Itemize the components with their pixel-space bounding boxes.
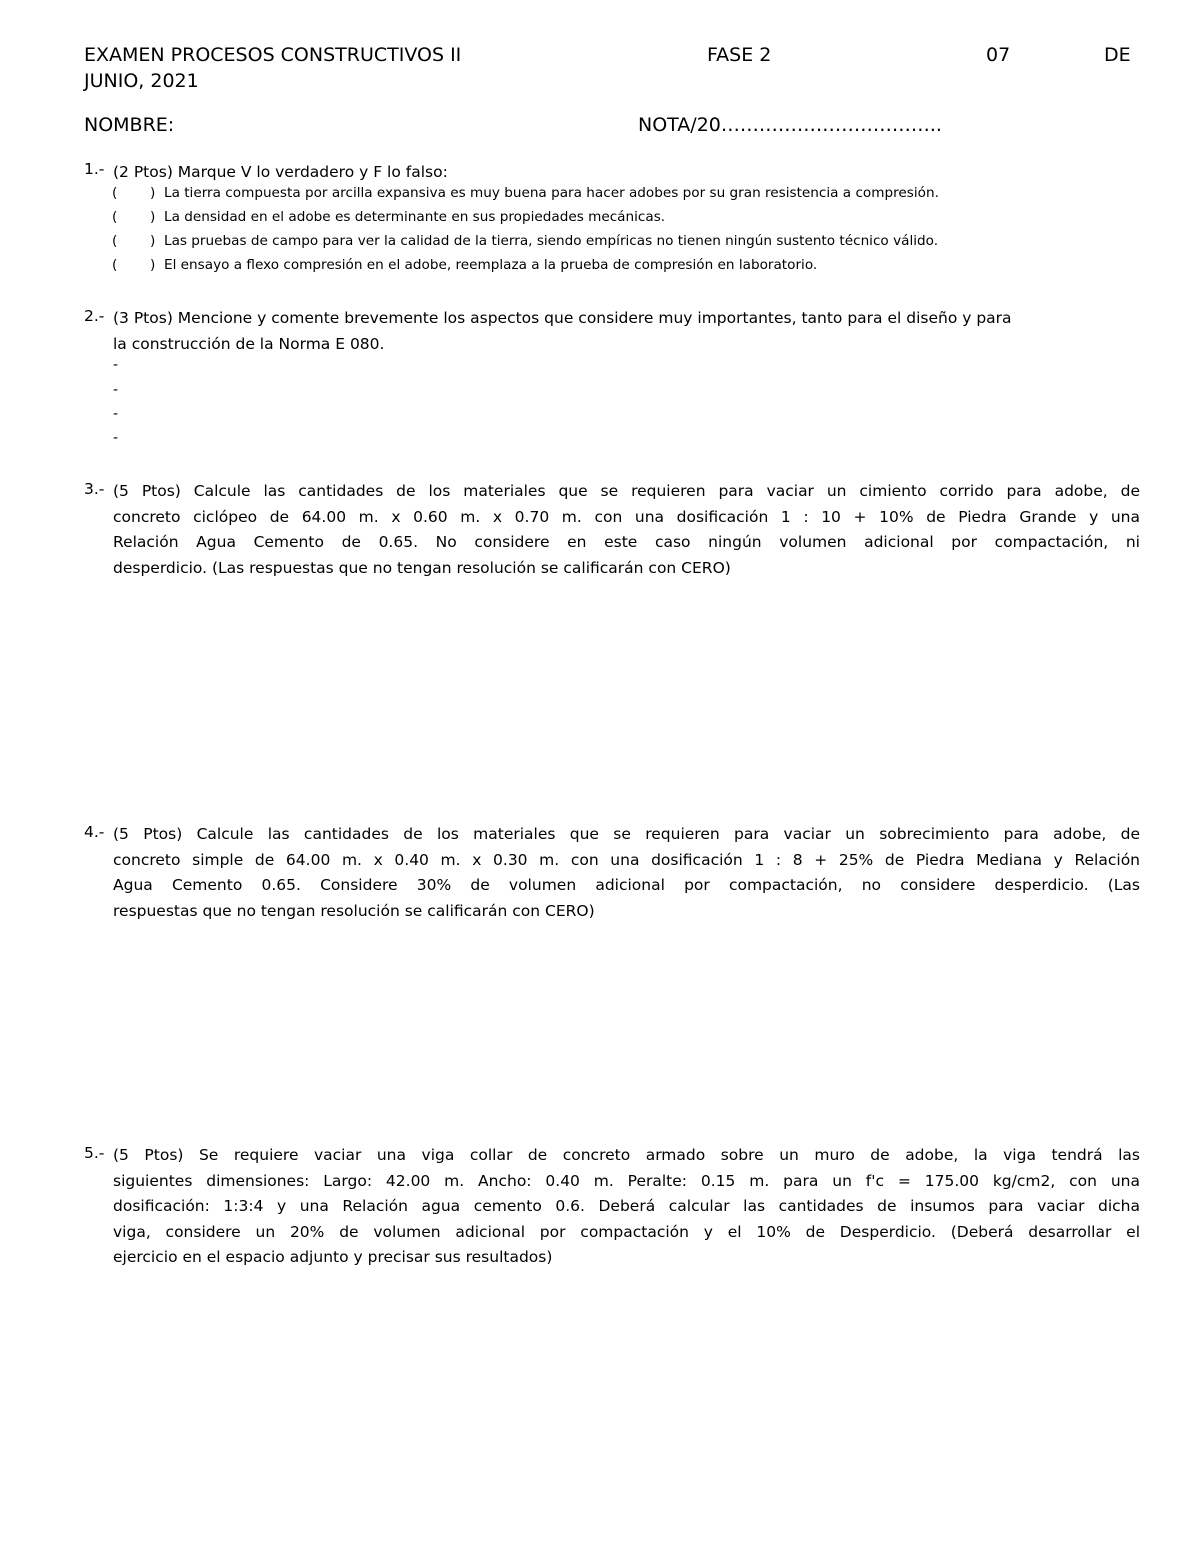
nombre-label: NOMBRE:: [84, 114, 175, 136]
question-line: (3 Ptos) Mencione y comente brevemente los aspectos que considere muy importantes, tanto para el diseño y para: [113, 309, 1012, 327]
tf-item-text: La tierra compuesta por arcilla expansiva es muy buena para hacer adobes por su gran resistencia a compresión.: [164, 185, 939, 201]
exam-phase: FASE 2: [707, 44, 772, 66]
question-line: respuestas que no tengan resolución se calificarán con CERO): [113, 901, 595, 920]
question-number: 2.-: [84, 307, 105, 325]
question-line: concreto simple de 64.00 m. x 0.40 m. x 0.30 m. con una dosificación 1 : 8 + 25% de Piedra Mediana y Relación: [113, 850, 1140, 869]
question-line: la construcción de la Norma E 080.: [113, 334, 385, 353]
answer-bullet: -: [113, 382, 119, 398]
question-3-text: [113, 479, 1140, 581]
answer-box-open: (: [112, 209, 118, 225]
question-line: Agua Cemento 0.65. Considere 30% de volumen adicional por compactación, no considere desperdicio. (Las: [113, 876, 1140, 894]
tf-item-text: El ensayo a flexo compresión en el adobe, reemplaza a la prueba de compresión en laboratorio.: [164, 257, 818, 273]
question-line: desperdicio. (Las respuestas que no tengan resolución se calificarán con CERO): [113, 558, 731, 577]
question-line: (5 Ptos) Calcule las cantidades de los materiales que se requieren para vaciar un sobrecimiento para adobe, de: [113, 825, 1140, 843]
question-1-title: (2 Ptos) Marque V lo verdadero y F lo falso:: [113, 163, 448, 181]
question-line: ejercicio en el espacio adjunto y precisar sus resultados): [113, 1248, 553, 1266]
question-number: 5.-: [84, 1144, 105, 1162]
question-number: 1.-: [84, 160, 105, 178]
nota-label: NOTA/20……………………………..: [638, 114, 942, 136]
answer-box-open: (: [112, 185, 118, 201]
answer-box-close: ): [150, 233, 156, 249]
exam-day: 07: [986, 44, 1011, 66]
exam-de: DE: [1104, 44, 1131, 66]
question-line: dosificación: 1:3:4 y una Relación agua cemento 0.6. Deberá calcular las cantidades de insumos para vaciar dicha: [113, 1197, 1140, 1215]
exam-date-line2: JUNIO, 2021: [84, 70, 199, 92]
question-line: (5 Ptos) Se requiere vaciar una viga collar de concreto armado sobre un muro de adobe, la viga tendrá las: [113, 1146, 1140, 1164]
answer-bullet: -: [113, 357, 119, 373]
question-number: 3.-: [84, 480, 105, 498]
question-2-text: [113, 306, 1141, 357]
answer-box-close: ): [150, 257, 156, 273]
exam-title: EXAMEN PROCESOS CONSTRUCTIVOS II: [84, 44, 462, 66]
tf-item-text: Las pruebas de campo para ver la calidad de la tierra, siendo empíricas no tienen ningún sustento técnico válido.: [164, 233, 939, 249]
answer-box-open: (: [112, 233, 118, 249]
question-5-text: [113, 1143, 1140, 1271]
answer-box-close: ): [150, 185, 156, 201]
question-line: (5 Ptos) Calcule las cantidades de los materiales que se requieren para vaciar un cimiento corrido para adobe, de: [113, 482, 1140, 500]
question-number: 4.-: [84, 823, 105, 841]
answer-box-open: (: [112, 257, 118, 273]
answer-box-close: ): [150, 209, 156, 225]
answer-bullet: -: [113, 430, 119, 446]
answer-bullet: -: [113, 406, 119, 422]
question-line: Relación Agua Cemento de 0.65. No considere en este caso ningún volumen adicional por compactación, ni: [113, 533, 1140, 551]
question-4-text: [113, 822, 1140, 924]
tf-item-text: La densidad en el adobe es determinante en sus propiedades mecánicas.: [164, 209, 666, 225]
question-line: viga, considere un 20% de volumen adicional por compactación y el 10% de Desperdicio. (Deberá desarrollar el: [113, 1222, 1140, 1241]
question-line: siguientes dimensiones: Largo: 42.00 m. Ancho: 0.40 m. Peralte: 0.15 m. para un f'c = 175.00 kg/cm2, con una: [113, 1171, 1140, 1190]
question-line: concreto ciclópeo de 64.00 m. x 0.60 m. x 0.70 m. con una dosificación 1 : 10 + 10% de Piedra Grande y una: [113, 507, 1140, 526]
